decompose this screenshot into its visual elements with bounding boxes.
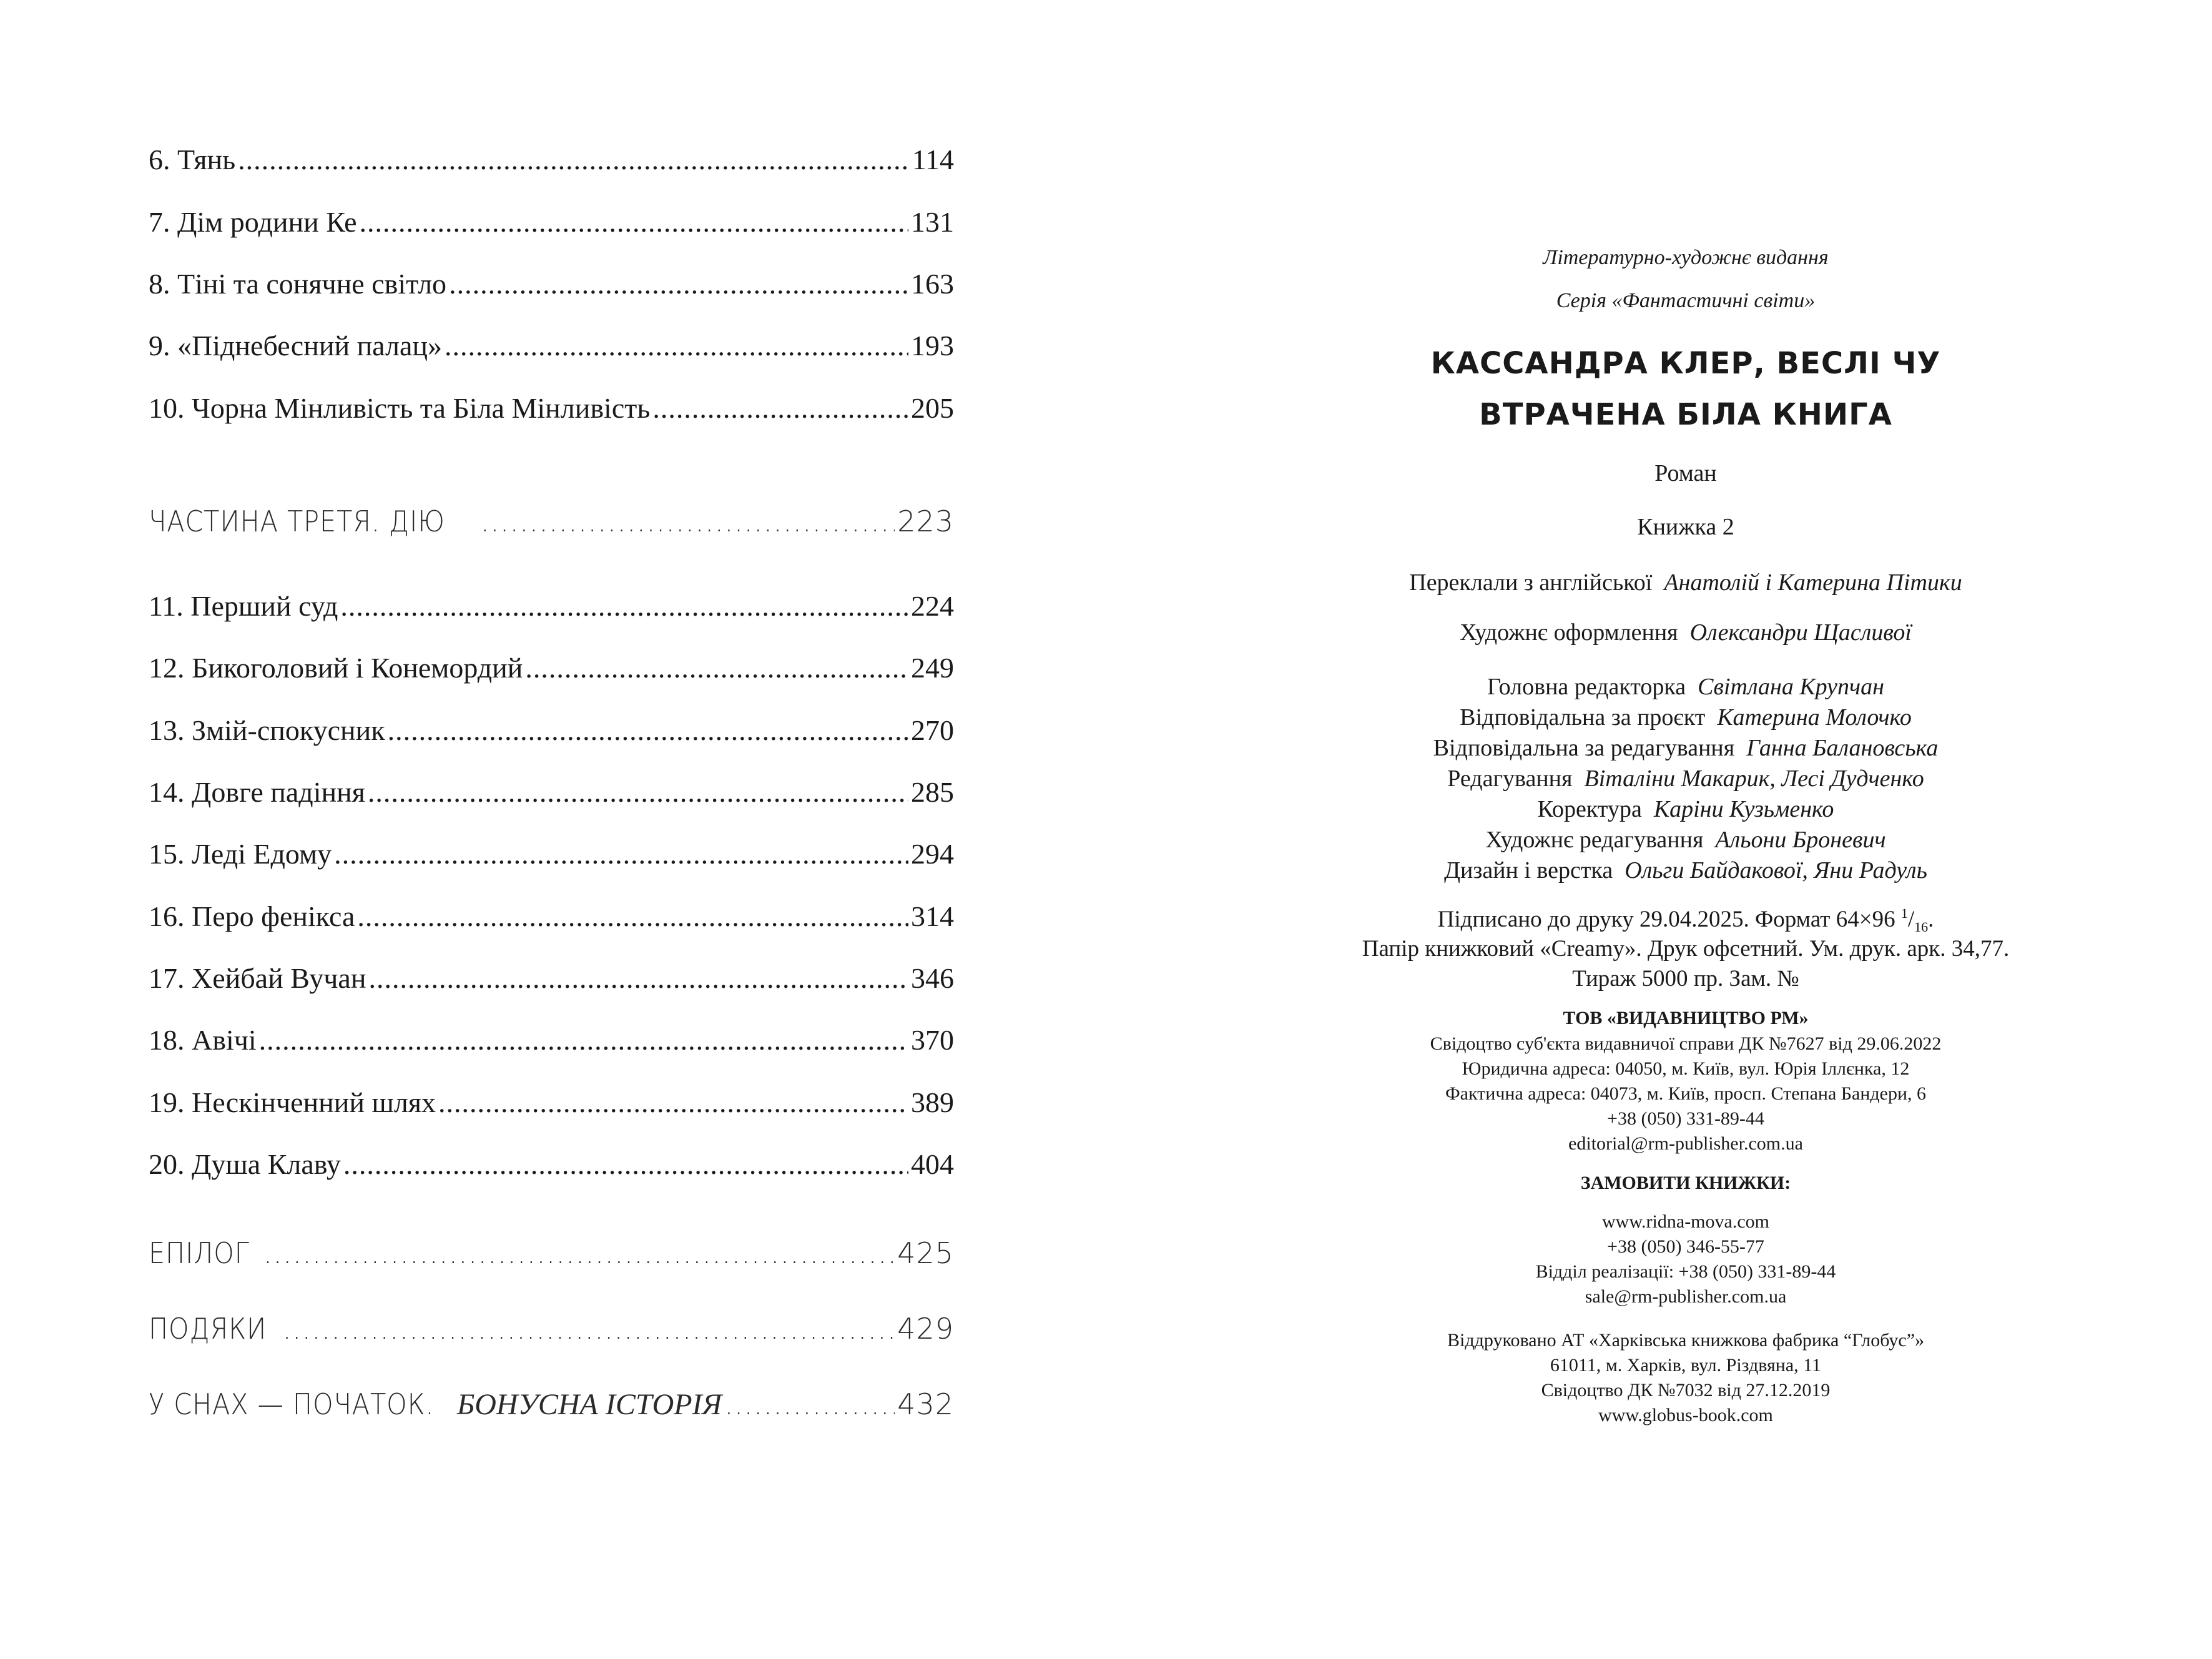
toc-entry	[149, 835, 954, 873]
credit-role: Відповідальна за редагування	[1433, 735, 1735, 761]
translators-label: Переклали з англійської	[1409, 569, 1653, 596]
toc-entry	[149, 204, 954, 241]
toc-entry-title: 6. Тянь	[149, 144, 236, 175]
publisher-name: ТОВ «ВИДАВНИЦТВО РМ»	[1563, 1008, 1809, 1028]
print-signed-line: Підписано до друку 29.04.2025. Формат 64×96 $^1/_{16}$.	[1437, 905, 1934, 935]
toc-entry-title: 18. Авічі	[149, 1024, 257, 1056]
toc-leader-dots	[445, 327, 908, 365]
toc-entry-page: 163	[911, 268, 954, 300]
toc-leader-dots	[525, 649, 908, 687]
toc-entry-page: 224	[911, 590, 954, 622]
toc-entry-page: 114	[912, 144, 954, 175]
toc-entry-title: 12. Бикоголовий і Конемордий	[149, 652, 523, 684]
credit-name: Катерина Молочко	[1717, 704, 1912, 731]
toc-entry-title: 7. Дім родини Ке	[149, 206, 357, 238]
order-line: Відділ реалізації: +38 (050) 331-89-44	[1535, 1261, 1836, 1282]
toc-entry-title: 16. Перо фенікса	[149, 900, 355, 932]
toc-entry-page: 314	[911, 900, 954, 932]
toc-entry	[149, 327, 954, 365]
credit-line	[1280, 673, 2092, 701]
toc-entry-title: 19. Нескінченний шлях	[149, 1086, 436, 1118]
toc-entry-title: У СНАХ — ПОЧАТОК.	[149, 1387, 435, 1421]
toc-entry-title: ЧАСТИНА ТРЕТЯ. ДІЮ	[149, 505, 445, 538]
toc-entry-page: 389	[911, 1086, 954, 1118]
toc-leader-dots	[368, 960, 908, 997]
credit-name: Каріни Кузьменко	[1653, 796, 1834, 822]
toc-entry	[149, 1021, 954, 1059]
toc-entry	[149, 649, 954, 687]
toc-leader-dots	[368, 774, 908, 811]
print-run: Тираж 5000 пр. Зам. №	[1572, 966, 1799, 992]
toc-leader-dots	[343, 1146, 908, 1183]
genre: Роман	[1654, 460, 1717, 486]
toc-entry	[149, 898, 954, 935]
toc-part-heading	[149, 1386, 954, 1424]
toc-leader-dots	[340, 588, 908, 625]
art-designer: Олександри Щасливої	[1689, 619, 1912, 646]
toc-part-heading	[149, 503, 954, 540]
toc-entry-page: 429	[897, 1312, 954, 1346]
credit-name: Світлана Крупчан	[1698, 674, 1884, 700]
publisher-line: Юридична адреса: 04050, м. Київ, вул. Юрія Іллєнка, 12	[1462, 1058, 1910, 1079]
credit-role: Головна редакторка	[1487, 674, 1686, 700]
toc-entry-title: ЕПІЛОГ	[149, 1236, 250, 1270]
toc-entry-page: 270	[911, 714, 954, 746]
credit-line	[1280, 795, 2092, 823]
toc-entry-title: ПОДЯКИ	[149, 1312, 267, 1346]
toc-leader-dots	[263, 1234, 895, 1272]
credit-role: Відповідальна за проєкт	[1460, 704, 1706, 731]
toc-entry	[149, 588, 954, 625]
credit-name: Віталіни Макарик, Лесі Дудченко	[1584, 766, 1924, 792]
series: Серія «Фантастичні світи»	[1556, 289, 1816, 312]
toc-entry	[149, 960, 954, 997]
order-line: +38 (050) 346-55-77	[1607, 1236, 1764, 1257]
toc-leader-dots	[481, 503, 895, 540]
toc-leader-dots	[449, 265, 908, 303]
paper: Папір книжковий «Creamy». Друк офсетний. Ум. друк. арк. 34,77.	[1362, 936, 2010, 962]
toc-entry-title: 15. Леді Едому	[149, 838, 332, 870]
book-title: ВТРАЧЕНА БІЛА КНИГА	[1479, 397, 1892, 432]
toc-part-heading	[149, 1234, 954, 1272]
credit-role: Художнє редагування	[1485, 827, 1704, 853]
toc-entry	[149, 141, 954, 179]
format-denominator: 16	[1914, 919, 1929, 935]
credit-role: Коректура	[1537, 796, 1642, 822]
translators: Анатолій і Катерина Пітики	[1664, 569, 1962, 596]
toc-entry-subtitle: БОНУСНА ІСТОРІЯ	[456, 1388, 722, 1421]
printer-line: Віддруковано АТ «Харківська книжкова фабрика “Глобус”»	[1447, 1330, 1925, 1351]
volume: Книжка 2	[1637, 514, 1734, 540]
toc-entry-page: 131	[911, 206, 954, 238]
toc-leader-dots	[334, 835, 908, 873]
toc-entry-page: 285	[911, 776, 954, 808]
toc-entry	[149, 1146, 954, 1183]
toc-leader-dots	[388, 712, 908, 749]
toc-leader-dots	[360, 204, 908, 241]
toc-entry-page: 205	[911, 392, 954, 424]
credit-role: Дизайн і верстка	[1444, 857, 1613, 884]
publisher-email: editorial@rm-publisher.com.ua	[1568, 1133, 1803, 1154]
toc-entry-title: 10. Чорна Мінливість та Біла Мінливість	[149, 392, 651, 424]
credit-name: Альони Броневич	[1715, 827, 1886, 853]
toc-entry-page: 193	[911, 330, 954, 362]
printer-line: 61011, м. Харків, вул. Різдвяна, 11	[1550, 1355, 1822, 1376]
toc-leader-dots	[724, 1386, 895, 1423]
toc-leader-dots	[238, 141, 910, 179]
toc-entry	[149, 265, 954, 303]
credit-line	[1280, 765, 2092, 792]
print-signed: Підписано до друку 29.04.2025. Формат 64×96	[1437, 907, 1895, 932]
art-line	[1280, 619, 2092, 646]
printer-line: www.globus-book.com	[1598, 1405, 1773, 1425]
format-numerator: 1	[1900, 905, 1908, 921]
toc-entry	[149, 390, 954, 427]
credit-role: Редагування	[1447, 766, 1573, 792]
toc-leader-dots	[259, 1021, 908, 1059]
toc-leader-dots	[282, 1310, 895, 1347]
toc-entry	[149, 712, 954, 749]
toc-entry-page: 223	[897, 505, 954, 538]
toc-entry	[149, 1084, 954, 1121]
order-heading: ЗАМОВИТИ КНИЖКИ:	[1580, 1173, 1791, 1193]
credit-line	[1280, 826, 2092, 854]
translators-line	[1280, 569, 2092, 596]
credit-name: Ольги Байдакової, Яни Радуль	[1625, 857, 1927, 884]
credit-name: Ганна Балановська	[1746, 735, 1939, 761]
toc-entry-title: 8. Тіні та сонячне світло	[149, 268, 447, 300]
toc-entry-page: 425	[897, 1236, 954, 1270]
toc-entry-page: 249	[911, 652, 954, 684]
toc-entry-title: 11. Перший суд	[149, 590, 338, 622]
toc-leader-dots	[438, 1084, 908, 1121]
format-end: .	[1928, 907, 1934, 932]
toc-entry-title-wrap	[149, 1386, 722, 1424]
credit-line	[1280, 704, 2092, 731]
authors: КАССАНДРА КЛЕР, ВЕСЛІ ЧУ	[1430, 346, 1941, 381]
toc-entry-title: 17. Хейбай Вучан	[149, 962, 366, 994]
toc-entry-title: 9. «Піднебесний палац»	[149, 330, 442, 362]
edition-type: Літературно-художнє видання	[1543, 246, 1829, 269]
order-line: www.ridna-mova.com	[1602, 1211, 1769, 1232]
toc-entry-title: 20. Душа Клаву	[149, 1148, 341, 1180]
toc-entry-page: 294	[911, 838, 954, 870]
credit-line	[1280, 857, 2092, 884]
toc-entry	[149, 774, 954, 811]
toc-leader-dots	[652, 390, 908, 427]
toc-part-heading	[149, 1310, 954, 1347]
printer-line: Свідоцтво ДК №7032 від 27.12.2019	[1541, 1380, 1831, 1401]
toc-entry-title: 13. Змій-спокусник	[149, 714, 385, 746]
toc-entry-page: 432	[897, 1387, 954, 1421]
order-line: sale@rm-publisher.com.ua	[1585, 1286, 1787, 1307]
toc-entry-page: 404	[911, 1148, 954, 1180]
credit-line	[1280, 734, 2092, 762]
publisher-line: +38 (050) 331-89-44	[1607, 1108, 1764, 1129]
publisher-line: Свідоцтво суб'єкта видавничої справи ДК №7627 від 29.06.2022	[1430, 1033, 1942, 1054]
toc-entry-page: 346	[911, 962, 954, 994]
toc-entry-title: 14. Довге падіння	[149, 776, 365, 808]
art-label: Художнє оформлення	[1460, 619, 1678, 646]
toc-entry-page: 370	[911, 1024, 954, 1056]
publisher-line: Фактична адреса: 04073, м. Київ, просп. Степана Бандери, 6	[1445, 1083, 1927, 1104]
toc-leader-dots	[357, 898, 908, 935]
